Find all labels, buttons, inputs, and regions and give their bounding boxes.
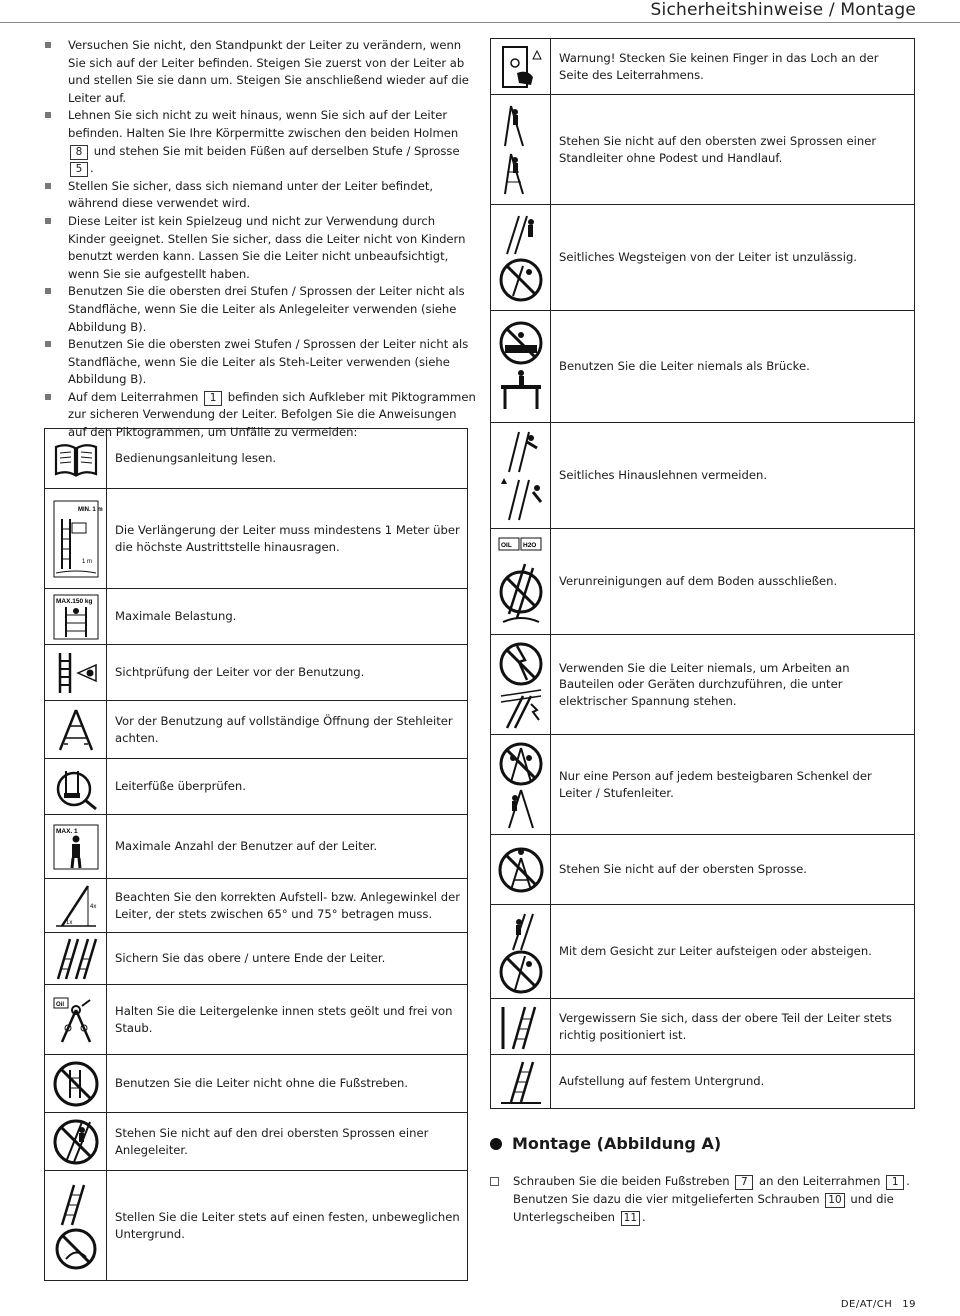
- no-lean-out-icon: [497, 428, 545, 524]
- secure-ends-icon: [52, 935, 100, 983]
- table-row: [491, 205, 915, 311]
- pictogram-text: Aufstellung auf festem Untergrund.: [551, 1055, 915, 1109]
- table-row: [491, 423, 915, 529]
- pictogram-text: Verunreinigungen auf dem Boden ausschließen.: [551, 529, 915, 635]
- face-ladder-icon: [497, 910, 545, 994]
- pictogram-text: Vor der Benutzung auf vollständige Öffnung der Stehleiter achten.: [107, 701, 468, 759]
- pictogram-text: Bedienungsanleitung lesen.: [107, 429, 468, 489]
- pictogram-text: Beachten Sie den korrekten Aufstell- bzw. Anlegewinkel der Leiter, der stets zwischen 65° und 75° betragen muss.: [107, 879, 468, 933]
- full-opening-icon: [52, 706, 100, 754]
- header-rule: [0, 22, 960, 23]
- ref-number: 1: [886, 1175, 904, 1190]
- warning-finger-icon: [497, 43, 545, 91]
- list-item: Versuchen Sie nicht, den Standpunkt der Leiter zu verändern, wenn Sie sich auf der Leiter befinden. Steigen Sie zuerst von der Leiter ab und stellen Sie sie dann um. Steigen Sie anschließend wieder auf die Leiter auf.: [44, 37, 476, 107]
- table-row: [45, 489, 468, 589]
- svg-text:MAX. 1: MAX. 1: [55, 827, 78, 835]
- top-two-rungs-icon: [497, 102, 545, 198]
- top-three-rungs-icon: [52, 1118, 100, 1166]
- pictogram-text: Die Verlängerung der Leiter muss mindestens 1 Meter über die höchste Austrittstelle hinausragen.: [107, 489, 468, 589]
- footer-lang: DE/AT/CH: [840, 1299, 893, 1310]
- pictogram-text: Leiterfüße überprüfen.: [107, 759, 468, 815]
- list-item: Benutzen Sie die obersten zwei Stufen / Sprossen der Leiter nicht als Standfläche, wenn Sie die Leiter als Steh-Leiter verwenden (siehe Abbildung B).: [44, 336, 476, 389]
- electrical-hazard-icon: [497, 640, 545, 730]
- svg-text:1 m: 1 m: [81, 558, 92, 565]
- table-row: [45, 985, 468, 1055]
- side-step-off-icon: [497, 210, 545, 306]
- pictogram-text: Seitliches Wegsteigen von der Leiter ist unzulässig.: [551, 205, 915, 311]
- max-load-icon: [52, 593, 100, 641]
- table-row: [45, 759, 468, 815]
- table-row: [491, 635, 915, 735]
- no-contamination-icon: [497, 534, 545, 630]
- pictogram-text: Warnung! Stecken Sie keinen Finger in das Loch an der Seite des Leiterrahmens.: [551, 39, 915, 95]
- pictogram-text: Stehen Sie nicht auf der obersten Sprosse.: [551, 835, 915, 905]
- pictogram-text: Vergewissern Sie sich, dass der obere Teil der Leiter stets richtig positioniert ist.: [551, 999, 915, 1055]
- braces-icon: [52, 1060, 100, 1108]
- pictogram-text: Halten Sie die Leitergelenke innen stets geölt und frei von Staub.: [107, 985, 468, 1055]
- table-row: [45, 815, 468, 879]
- montage-heading: Montage (Abbildung A): [490, 1134, 721, 1153]
- firm-ground-icon: [52, 1181, 100, 1271]
- table-row: [491, 999, 915, 1055]
- svg-text:OIL: OIL: [500, 541, 512, 549]
- table-row: [491, 905, 915, 999]
- table-row: [45, 1055, 468, 1113]
- oil-joints-icon: [52, 996, 100, 1044]
- ref-number: 5: [70, 162, 88, 177]
- max-users-icon: [52, 823, 100, 871]
- upper-part-icon: [497, 1003, 545, 1051]
- table-row: [491, 529, 915, 635]
- pictogram-text: Stehen Sie nicht auf den drei obersten Sprossen einer Anlegeleiter.: [107, 1113, 468, 1171]
- list-item: Stellen Sie sicher, dass sich niemand unter der Leiter befindet, während diese verwendet wird.: [44, 178, 476, 213]
- list-item: Lehnen Sie sich nicht zu weit hinaus, wenn Sie sich auf der Leiter befinden. Halten Sie Ihre Körpermitte zwischen den beiden Holmen 8 und stehen Sie mit beiden Füßen auf derselben Stufe / Sprosse 5 .: [44, 107, 476, 177]
- table-row: [491, 95, 915, 205]
- pictogram-table-right: [490, 38, 915, 1109]
- svg-text:H2O: H2O: [522, 541, 536, 549]
- one-person-icon: [497, 740, 545, 830]
- table-row: [45, 589, 468, 645]
- list-item: Auf dem Leiterrahmen 1 befinden sich Aufkleber mit Piktogrammen zur sicheren Verwendung der Leiter. Befolgen Sie die Anweisungen auf den Piktogrammen, um Unfälle zu vermeiden:: [44, 389, 476, 442]
- check-feet-icon: [52, 763, 100, 811]
- manual-book-icon: [52, 435, 100, 483]
- table-row: [45, 1113, 468, 1171]
- pictogram-table-left: [44, 428, 468, 1281]
- ref-number: 10: [825, 1193, 844, 1208]
- svg-text:MIN. 1 m: MIN. 1 m: [77, 506, 103, 513]
- table-row: [491, 735, 915, 835]
- table-row: [491, 311, 915, 423]
- angle-icon: [52, 882, 100, 930]
- visual-inspection-icon: [52, 649, 100, 697]
- ref-number: 11: [621, 1211, 640, 1226]
- pictogram-text: Verwenden Sie die Leiter niemals, um Arbeiten an Bauteilen oder Geräten durchzuführen, die unter elektrischer Spannung stehen.: [551, 635, 915, 735]
- list-item: Benutzen Sie die obersten drei Stufen / Sprossen der Leiter nicht als Standfläche, wenn Sie die Leiter als Anlegeleiter verwenden (siehe Abbildung B).: [44, 283, 476, 336]
- pictogram-text: Sichtprüfung der Leiter vor der Benutzung.: [107, 645, 468, 701]
- page-header-title: Sicherheitshinweise / Montage: [650, 0, 916, 20]
- pictogram-text: Benutzen Sie die Leiter nicht ohne die Fußstreben.: [107, 1055, 468, 1113]
- pictogram-text: Mit dem Gesicht zur Leiter aufsteigen oder absteigen.: [551, 905, 915, 999]
- svg-text:4x: 4x: [89, 903, 96, 910]
- pictogram-text: Maximale Belastung.: [107, 589, 468, 645]
- pictogram-text: Maximale Anzahl der Benutzer auf der Leiter.: [107, 815, 468, 879]
- checkbox-icon: [490, 1177, 499, 1186]
- pictogram-text: Nur eine Person auf jedem besteigbaren Schenkel der Leiter / Stufenleiter.: [551, 735, 915, 835]
- table-row: [45, 933, 468, 985]
- pictogram-text: Seitliches Hinauslehnen vermeiden.: [551, 423, 915, 529]
- bullet-dot-icon: [490, 1138, 502, 1150]
- montage-text: Schrauben Sie die beiden Fußstreben 7 an den Leiterrahmen 1 . Benutzen Sie dazu die vier mitgelieferten Schrauben 10 und die Unterlegscheiben 11 .: [490, 1172, 920, 1226]
- page-footer: [841, 1299, 916, 1310]
- svg-text:1x: 1x: [65, 919, 72, 926]
- svg-text:MAX.150 kg: MAX.150 kg: [55, 597, 92, 605]
- table-row: [491, 39, 915, 95]
- svg-text:Oil: Oil: [55, 1001, 64, 1008]
- table-row: [45, 429, 468, 489]
- table-row: [45, 879, 468, 933]
- no-bridge-icon: [497, 319, 545, 415]
- table-row: [45, 1171, 468, 1281]
- table-row: [45, 645, 468, 701]
- table-row: [491, 835, 915, 905]
- no-top-rung-icon: [497, 846, 545, 894]
- page-number: 19: [902, 1299, 916, 1310]
- solid-ground-icon: [497, 1058, 545, 1106]
- pictogram-text: Sichern Sie das obere / untere Ende der Leiter.: [107, 933, 468, 985]
- table-row: [491, 1055, 915, 1109]
- ref-number: 7: [735, 1175, 753, 1190]
- extension-1m-icon: [52, 499, 103, 579]
- ref-number: 1: [204, 391, 222, 406]
- table-row: [45, 701, 468, 759]
- list-item: Diese Leiter ist kein Spielzeug und nicht zur Verwendung durch Kinder geeignet. Stellen Sie sicher, dass die Leiter nicht von Kindern benutzt werden kann. Lassen Sie die Leiter nicht unbeaufsichtigt, wenn Sie sie aufgestellt haben.: [44, 213, 476, 283]
- ref-number: 8: [70, 145, 88, 160]
- intro-bullets: [44, 37, 476, 442]
- pictogram-text: Stehen Sie nicht auf den obersten zwei Sprossen einer Standleiter ohne Podest und Handlauf.: [551, 95, 915, 205]
- pictogram-text: Benutzen Sie die Leiter niemals als Brücke.: [551, 311, 915, 423]
- pictogram-text: Stellen Sie die Leiter stets auf einen festen, unbeweglichen Untergrund.: [107, 1171, 468, 1281]
